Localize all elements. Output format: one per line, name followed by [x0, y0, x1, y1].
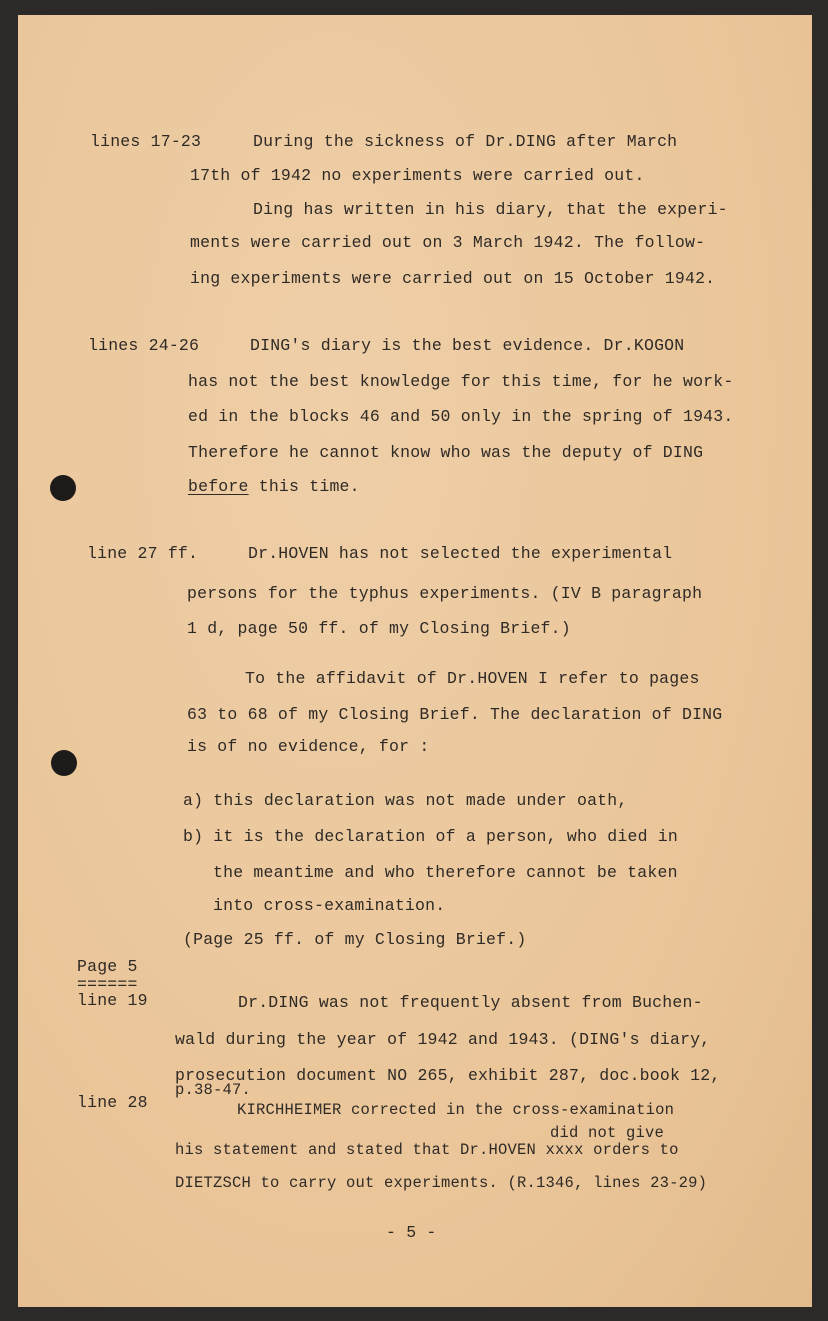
list-item: a) this declaration was not made under oath, [183, 791, 628, 810]
text-line: ments were carried out on 3 March 1942. The follow- [190, 233, 706, 252]
margin-page-heading: Page 5 [77, 957, 138, 976]
text-line: into cross-examination. [213, 896, 446, 915]
text-line: p.38-47. [175, 1081, 252, 1099]
text-line: Therefore he cannot know who was the deputy of DING [188, 443, 704, 462]
text-line: (Page 25 ff. of my Closing Brief.) [183, 930, 527, 949]
underlined-word: before [188, 477, 249, 496]
margin-note: line 19 [77, 991, 148, 1010]
margin-note: lines 17-23 [90, 132, 202, 151]
page-number: - 5 - [386, 1223, 437, 1242]
text-line: persons for the typhus experiments. (IV B paragraph [187, 584, 703, 603]
text-line: 17th of 1942 no experiments were carried out. [190, 166, 645, 185]
text-line: Dr.HOVEN has not selected the experimental [248, 544, 673, 563]
interlinear-correction: did not give [550, 1124, 665, 1142]
text-fragment: this time. [248, 477, 360, 496]
text-line: has not the best knowledge for this time, for he work- [188, 372, 734, 391]
text-line: is of no evidence, for : [187, 737, 430, 756]
text-line: 1 d, page 50 ff. of my Closing Brief.) [187, 619, 571, 638]
text-line: the meantime and who therefore cannot be taken [213, 863, 678, 882]
text-line: DIETZSCH to carry out experiments. (R.1346, lines 23-29) [175, 1174, 708, 1192]
text-line: Ding has written in his diary, that the experi- [253, 200, 728, 219]
text-line: During the sickness of Dr.DING after March [253, 132, 678, 151]
text-line: 63 to 68 of my Closing Brief. The declaration of DING [187, 705, 723, 724]
text-line: KIRCHHEIMER corrected in the cross-examination [237, 1101, 675, 1119]
text-line: prosecution document NO 265, exhibit 287, doc.book 12, [175, 1066, 721, 1085]
text-line: his statement and stated that Dr.HOVEN xxxx orders to [175, 1141, 679, 1159]
text-line: To the affidavit of Dr.HOVEN I refer to pages [245, 669, 700, 688]
margin-rule: ====== [77, 975, 138, 994]
margin-note: line 28 [77, 1093, 148, 1112]
text-line: Dr.DING was not frequently absent from Buchen- [238, 993, 703, 1012]
margin-note: lines 24-26 [88, 336, 200, 355]
text-line: DING's diary is the best evidence. Dr.KOGON [250, 336, 685, 355]
margin-note: line 27 ff. [87, 544, 199, 563]
punch-hole [50, 475, 76, 501]
text-line [188, 477, 360, 497]
text-line: ed in the blocks 46 and 50 only in the spring of 1943. [188, 407, 734, 426]
text-line: wald during the year of 1942 and 1943. (DING's diary, [175, 1030, 711, 1049]
list-item: b) it is the declaration of a person, who died in [183, 827, 678, 846]
text-line: ing experiments were carried out on 15 October 1942. [190, 269, 716, 288]
punch-hole [51, 750, 77, 776]
